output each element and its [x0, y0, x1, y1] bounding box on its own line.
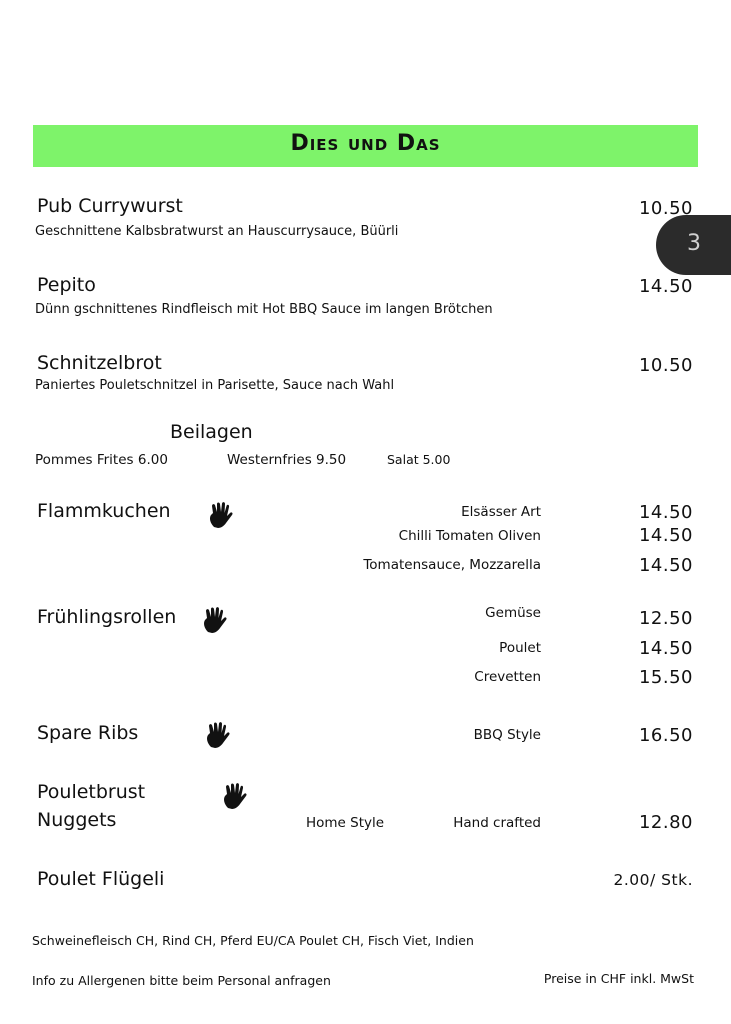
item-desc-schnitzelbrot: Paniertes Pouletschnitzel in Parisette, Sauce nach Wahl [35, 378, 395, 393]
item-name-spare-ribs: Spare Ribs [37, 722, 139, 744]
hand-icon [202, 606, 228, 634]
item-name-flammkuchen: Flammkuchen [37, 500, 171, 522]
item-price-fluegeli: 2.00/ Stk. [613, 871, 693, 889]
footer-origin: Schweinefleisch CH, Rind CH, Pferd EU/CA Poulet CH, Fisch Viet, Indien [32, 933, 474, 948]
item-price-schnitzelbrot: 10.50 [638, 355, 693, 376]
beilage-pommes: Pommes Frites 6.00 [35, 452, 168, 468]
variant-label: BBQ Style [473, 727, 541, 743]
footer-allergens: Info zu Allergenen bitte beim Personal anfragen [32, 973, 331, 988]
item-price-currywurst: 10.50 [638, 198, 693, 219]
beilage-westernfries: Westernfries 9.50 [227, 452, 347, 468]
variant-price: 14.50 [638, 525, 693, 546]
page-number: 3 [687, 231, 701, 256]
variant-label: Poulet [499, 640, 541, 656]
item-price-spare-ribs: 16.50 [638, 725, 693, 746]
variant-price: 14.50 [638, 638, 693, 659]
variant-label: Tomatensauce, Mozzarella [363, 557, 541, 573]
page-number-tab[interactable] [656, 215, 731, 275]
footer-prices-note: Preise in CHF inkl. MwSt [543, 971, 694, 986]
item-name-fluegeli: Poulet Flügeli [37, 868, 165, 890]
variant-price: 15.50 [638, 667, 693, 688]
item-desc-currywurst: Geschnittene Kalbsbratwurst an Hauscurrysauce, Büürli [35, 224, 399, 239]
variant-label: Chilli Tomaten Oliven [398, 528, 541, 544]
beilage-salat: Salat 5.00 [387, 452, 451, 467]
variant-label: Gemüse [485, 605, 541, 621]
variant-label: Hand crafted [453, 815, 541, 831]
item-name-nuggets-line2: Nuggets [37, 809, 117, 831]
item-name-nuggets-line1: Pouletbrust [37, 781, 146, 803]
item-price-nuggets: 12.80 [638, 812, 693, 833]
item-name-schnitzelbrot: Schnitzelbrot [37, 352, 162, 374]
item-name-fruehlingsrollen: Frühlingsrollen [37, 606, 177, 628]
section-title: Dies und Das [290, 131, 441, 156]
hand-icon [205, 721, 231, 749]
item-price-pepito: 14.50 [638, 276, 693, 297]
variant-price: 12.50 [638, 608, 693, 629]
item-name-currywurst: Pub Currywurst [37, 195, 183, 217]
variant-price: 14.50 [638, 555, 693, 576]
variant-label: Crevetten [474, 669, 541, 685]
hand-icon [208, 501, 234, 529]
nuggets-style: Home Style [306, 815, 385, 831]
variant-label: Elsässer Art [461, 504, 541, 520]
hand-icon [222, 782, 248, 810]
variant-price: 14.50 [638, 502, 693, 523]
item-desc-pepito: Dünn gschnittenes Rindfleisch mit Hot BBQ Sauce im langen Brötchen [35, 302, 493, 317]
beilagen-title: Beilagen [170, 421, 253, 443]
section-banner [33, 125, 698, 167]
item-name-pepito: Pepito [37, 274, 96, 296]
